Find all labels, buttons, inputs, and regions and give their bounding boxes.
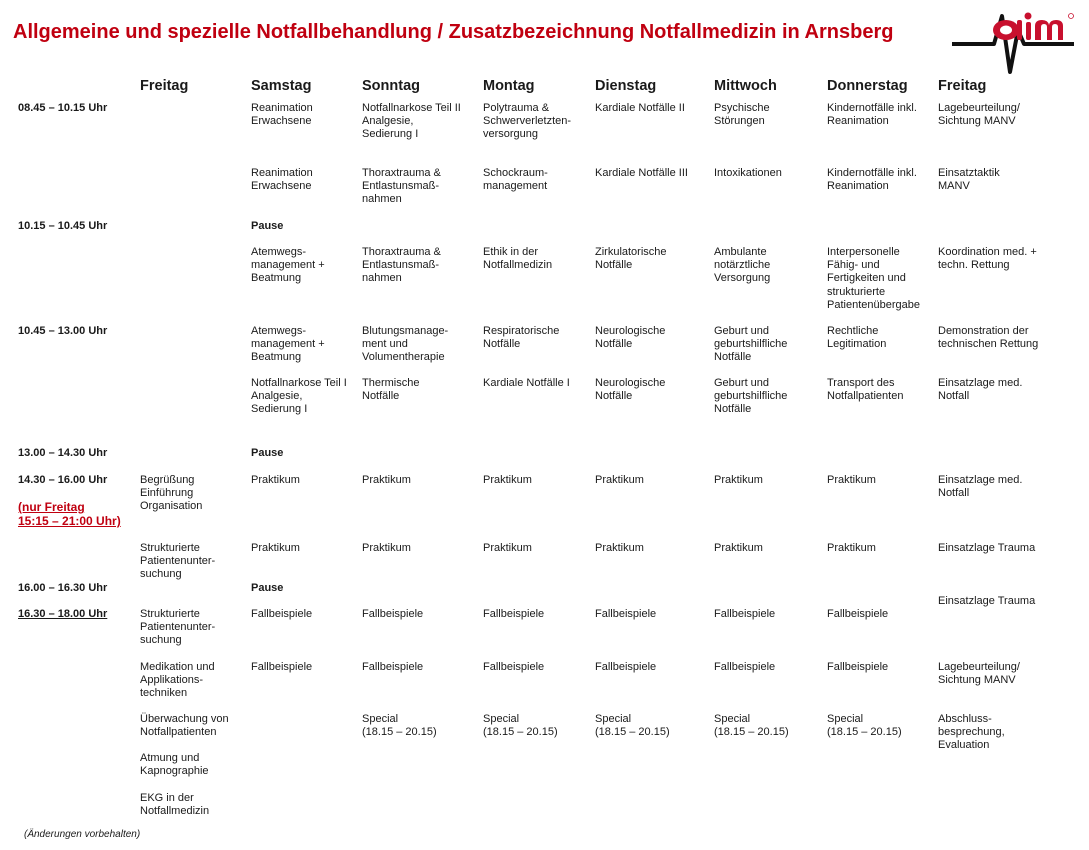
schedule-cell: Fallbeispiele: [251, 608, 313, 620]
time-slot-1045: 10.45 – 13.00 Uhr: [18, 325, 108, 337]
schedule-cell: Praktikum: [483, 542, 532, 554]
schedule-cell: Reanimation Erwachsene: [251, 102, 313, 128]
schedule-cell: Thermische Notfälle: [362, 377, 420, 403]
schedule-cell: Ambulante notärztliche Versorgung: [714, 246, 771, 285]
schedule-cell: Einsatztaktik MANV: [938, 167, 1000, 193]
time-slot-1300: 13.00 – 14.30 Uhr: [18, 447, 108, 459]
schedule-cell: Praktikum: [827, 474, 876, 486]
friday-note-line-2: 15:15 – 21:00 Uhr): [18, 514, 121, 528]
schedule-cell: Einsatzlage med. Notfall: [938, 377, 1023, 403]
schedule-cell: Einsatzlage med. Notfall: [938, 474, 1023, 500]
schedule-cell: Praktikum: [483, 474, 532, 486]
time-slot-1430: 14.30 – 16.00 Uhr: [18, 474, 108, 486]
schedule-cell: Neurologische Notfälle: [595, 325, 666, 351]
schedule-cell: Blutungsmanage- ment und Volumentherapie: [362, 325, 449, 364]
schedule-cell: Kindernotfälle inkl. Reanimation: [827, 102, 917, 128]
schedule-cell: Interpersonelle Fähig- und Fertigkeiten und strukturierte Patientenübergabe: [827, 246, 920, 311]
schedule-cell: Psychische Störungen: [714, 102, 770, 128]
day-header-wednesday: Mittwoch: [714, 78, 777, 94]
schedule-cell: Fallbeispiele: [827, 608, 889, 620]
schedule-cell: Demonstration der technischen Rettung: [938, 325, 1039, 351]
schedule-cell: Kardiale Notfälle II: [595, 102, 685, 114]
schedule-cell: Praktikum: [362, 542, 411, 554]
day-header-tuesday: Dienstag: [595, 78, 657, 94]
schedule-cell: Atemwegs- management + Beatmung: [251, 325, 325, 364]
schedule-cell: Notfallnarkose Teil II Analgesie, Sedierung I: [362, 102, 461, 141]
friday-time-note: [18, 500, 121, 528]
schedule-cell: Zirkulatorische Notfälle: [595, 246, 667, 272]
schedule-cell: Kardiale Notfälle I: [483, 377, 570, 389]
pause-label: Pause: [251, 582, 284, 594]
schedule-cell: Fallbeispiele: [595, 608, 657, 620]
schedule-cell: Fallbeispiele: [827, 661, 889, 673]
footnote: (Änderungen vorbehalten): [24, 829, 141, 840]
schedule-cell: Polytrauma & Schwerverletzten- versorgung: [483, 102, 572, 141]
schedule-cell: Special (18.15 – 20.15): [362, 713, 437, 739]
schedule-cell: Praktikum: [251, 474, 300, 486]
pause-label: Pause: [251, 447, 284, 459]
schedule-cell: Notfallnarkose Teil I Analgesie, Sedierung I: [251, 377, 347, 416]
time-slot-0845: 08.45 – 10.15 Uhr: [18, 102, 108, 114]
friday-note-line-1: (nur Freitag: [18, 500, 85, 514]
schedule-cell: Fallbeispiele: [362, 661, 424, 673]
schedule-cell: Fallbeispiele: [714, 608, 776, 620]
schedule-cell: Lagebeurteilung/ Sichtung MANV: [938, 102, 1020, 128]
schedule-cell: Praktikum: [595, 474, 644, 486]
schedule-cell: Strukturierte Patientenunter- suchung: [140, 542, 216, 581]
schedule-cell: Special (18.15 – 20.15): [483, 713, 558, 739]
schedule-cell: Praktikum: [251, 542, 300, 554]
schedule-cell: Kindernotfälle inkl. Reanimation: [827, 167, 917, 193]
schedule-cell: Thoraxtrauma & Entlastunsmaß- nahmen: [362, 167, 441, 206]
schedule-cell: Special (18.15 – 20.15): [714, 713, 789, 739]
schedule-cell: Geburt und geburtshilfliche Notfälle: [714, 377, 788, 416]
schedule-cell: Fallbeispiele: [362, 608, 424, 620]
schedule-cell: Abschluss- besprechung, Evaluation: [938, 713, 1005, 752]
schedule-cell: Praktikum: [714, 542, 763, 554]
schedule-cell: Strukturierte Patientenunter- suchung: [140, 608, 216, 647]
schedule-cell: Transport des Notfallpatienten: [827, 377, 904, 403]
schedule-cell: Einsatzlage Trauma: [938, 595, 1036, 607]
schedule-cell: Fallbeispiele: [483, 608, 545, 620]
schedule-cell: Fallbeispiele: [595, 661, 657, 673]
day-header-friday-1: Freitag: [140, 78, 189, 94]
schedule-cell: Einsatzlage Trauma: [938, 542, 1036, 554]
schedule-cell: Praktikum: [362, 474, 411, 486]
schedule-cell: Medikation und Applikations- techniken: [140, 661, 215, 700]
schedule-cell: Respiratorische Notfälle: [483, 325, 560, 351]
schedule-cell: Koordination med. + techn. Rettung: [938, 246, 1037, 272]
schedule-cell: Atemwegs- management + Beatmung: [251, 246, 325, 285]
time-slot-1015: 10.15 – 10.45 Uhr: [18, 220, 108, 232]
schedule-cell: Schockraum- management: [483, 167, 548, 193]
day-header-friday-2: Freitag: [938, 78, 987, 94]
schedule-cell: Kardiale Notfälle III: [595, 167, 688, 179]
schedule-cell: Atmung und Kapnographie: [140, 752, 209, 778]
schedule-cell: Thoraxtrauma & Entlastunsmaß- nahmen: [362, 246, 441, 285]
day-header-sunday: Sonntag: [362, 78, 420, 94]
schedule-cell: EKG in der Notfallmedizin: [140, 792, 210, 818]
schedule-cell: Praktikum: [827, 542, 876, 554]
day-header-monday: Montag: [483, 78, 535, 94]
schedule-cell: Special (18.15 – 20.15): [827, 713, 902, 739]
schedule-cell: Rechtliche Legitimation: [827, 325, 887, 351]
pause-label: Pause: [251, 220, 284, 232]
time-slot-1600: 16.00 – 16.30 Uhr: [18, 582, 108, 594]
schedule-cell: Geburt und geburtshilfliche Notfälle: [714, 325, 788, 364]
schedule-cell: Begrüßung Einführung Organisation: [140, 474, 203, 513]
schedule-cell: Reanimation Erwachsene: [251, 167, 313, 193]
schedule-cell: Fallbeispiele: [483, 661, 545, 673]
schedule-cell: Überwachung von Notfallpatienten: [140, 713, 229, 739]
aim-logo-icon: [948, 6, 1078, 82]
page-title: Allgemeine und spezielle Notfallbehandlung / Zusatzbezeichnung Notfallmedizin in Arnsberg: [13, 21, 894, 43]
schedule-cell: Fallbeispiele: [251, 661, 313, 673]
day-header-thursday: Donnerstag: [827, 78, 908, 94]
schedule-cell: Ethik in der Notfallmedizin: [483, 246, 553, 272]
schedule-cell: Fallbeispiele: [714, 661, 776, 673]
day-header-saturday: Samstag: [251, 78, 312, 94]
schedule-cell: Intoxikationen: [714, 167, 782, 179]
schedule-cell: Neurologische Notfälle: [595, 377, 666, 403]
time-slot-1630: 16.30 – 18.00 Uhr: [18, 608, 108, 620]
schedule-cell: Praktikum: [714, 474, 763, 486]
schedule-cell: Special (18.15 – 20.15): [595, 713, 670, 739]
schedule-cell: Lagebeurteilung/ Sichtung MANV: [938, 661, 1020, 687]
schedule-cell: Praktikum: [595, 542, 644, 554]
